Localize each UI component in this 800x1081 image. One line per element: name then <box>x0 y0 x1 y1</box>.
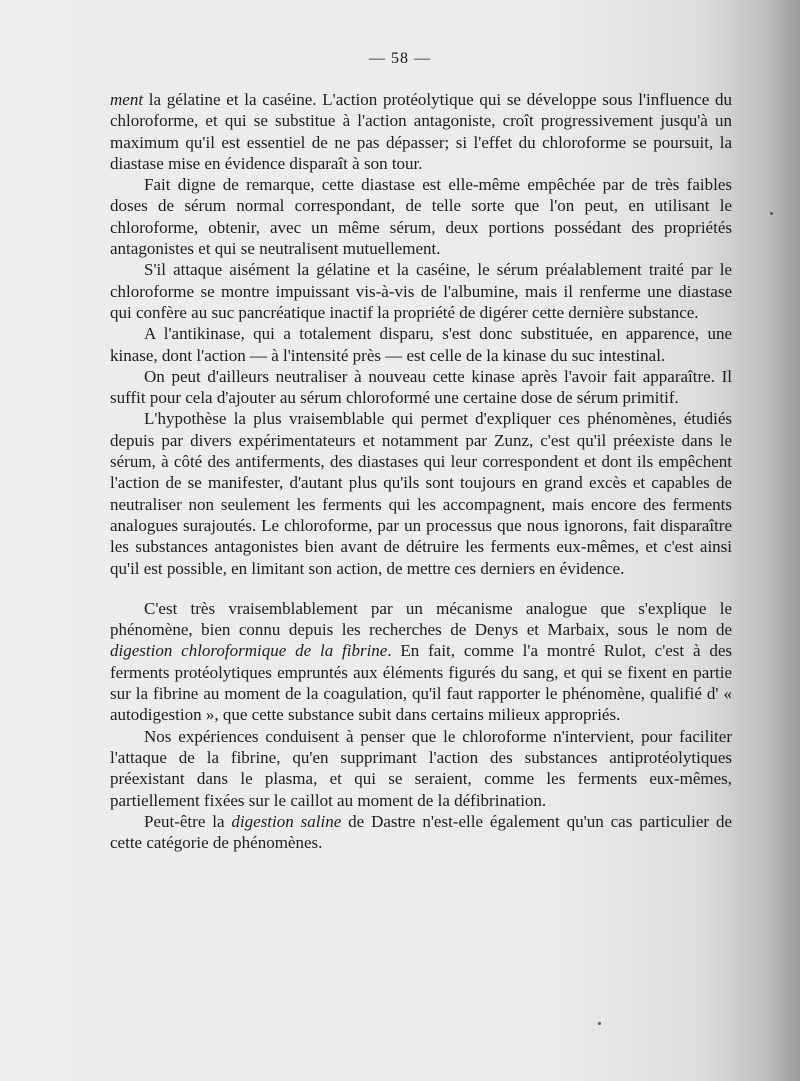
paragraph-9-italic: digestion saline <box>231 811 342 831</box>
scan-speck <box>770 212 773 215</box>
paragraph-8: Nos expériences conduisent à penser que le chloroforme n'intervient, pour faciliter l'attaque de la fibrine, qu'en supprimant l'action des substances antiprotéolytiques préexistant dans le plasma, et qui se seraient, comme les ferments eux-mêmes, partiellement fixées sur le caillot au moment de la défibrination. <box>110 726 732 810</box>
paragraph-9-after: de Dastre n'est-elle également qu'un cas particulier de cette catégorie de phénomènes. <box>110 811 732 853</box>
paragraph-1 <box>110 89 732 174</box>
paragraph-7-after: . En fait, comme l'a montré Rulot, c'est à des ferments protéolytiques empruntés aux éléments figurés du sang, et qui se fixent en partie sur la fibrine au moment de la coagulation, qu'il faut rapporter le phénomène, qualifié d' « autodigestion », que cette substance subit dans certains milieux appropriés. <box>110 641 732 725</box>
paragraph-4: A l'antikinase, qui a totalement disparu, s'est donc substituée, en apparence, une kinase, dont l'action — à l'intensité près — est celle de la kinase du suc intestinal. <box>110 324 732 365</box>
paragraph-7-italic: digestion chloroformique de la fibrine <box>110 641 388 661</box>
continued-italic-word: ment <box>110 90 144 109</box>
paragraph-3: S'il attaque aisément la gélatine et la caséine, le sérum préalablement traité par le chloroforme se montre impuissant vis-à-vis de l'albumine, mais il renferme une diastase qui confère au suc pancréatique inactif la propriété de digérer cette dernière substance. <box>110 260 732 322</box>
paragraph-7 <box>110 598 732 726</box>
paragraph-6: L'hypothèse la plus vraisemblable qui permet d'expliquer ces phénomènes, étudiés depuis par divers expérimentateurs et notamment par Zunz, c'est qu'il préexiste dans le sérum, à côté des antiferments, des diastases qui leur correspondent et dont ils empêchent l'action de se manifester, d'autant plus qu'ils sont toujours en grand excès et capables de neutraliser non seulement les ferments qui les accompagnent, mais encore des ferments analogues surajoutés. Le chloroforme, par un processus que nous ignorons, fait disparaître les substances antagonistes bien avant de détruire les ferments eux-mêmes, et c'est ainsi qu'il est possible, en limitant son action, de mettre ces derniers en évidence. <box>110 409 732 578</box>
scan-speck <box>598 1022 601 1025</box>
paragraph-5: On peut d'ailleurs neutraliser à nouveau cette kinase après l'avoir fait apparaître. Il suffit pour cela d'ajouter au sérum chloroformé une certaine dose de sérum primitif. <box>110 366 732 408</box>
paragraph-9 <box>110 811 732 854</box>
paragraph-2: Fait digne de remarque, cette diastase est elle-même empêchée par de très faibles doses de sérum normal correspondant, de telle sorte que l'on peut, en utilisant le chloroforme, obtenir, avec un même sérum, deux portions possédant des propriétés antagonistes et qui se neutralisent mutuellement. <box>110 175 732 259</box>
paragraph-1-text: la gélatine et la caséine. L'action protéolytique qui se développe sous l'influence du chloroforme, et qui se substitue à l'action antagoniste, croît progressivement jusqu'à un maximum qu'il est essentiel de ne pas dépasser; si l'effet du chloroforme se poursuit, la diastase mise en évidence disparaît à son tour. <box>110 90 732 173</box>
page-number: — 58 — <box>369 50 431 67</box>
paragraph-7-before: C'est très vraisemblablement par un mécanisme analogue que s'explique le phénomène, bien connu depuis les recherches de Denys et Marbaix, sous le nom de <box>110 598 732 640</box>
body-text <box>110 89 732 853</box>
paragraph-9-before: Peut-être la <box>144 811 232 831</box>
